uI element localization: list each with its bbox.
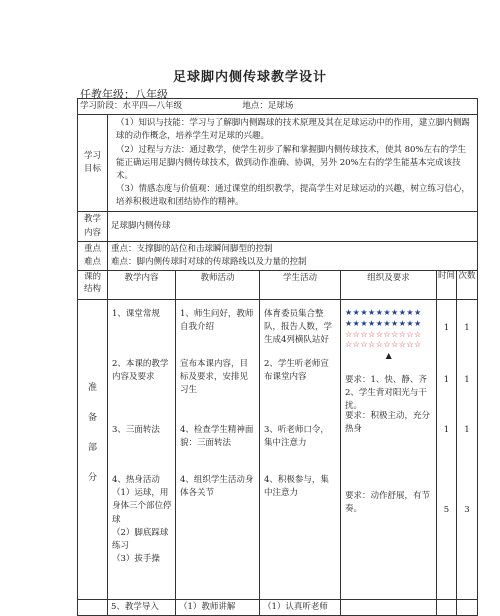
page-title: 足球脚内侧传球教学设计 — [172, 70, 327, 85]
prep-times-col — [457, 300, 478, 600]
header-row — [78, 271, 478, 300]
time-3: 1 — [443, 425, 450, 436]
content-item-1: 1、课堂常规 — [112, 309, 160, 320]
content-item-2: 2、本课的教学内容及要求 — [112, 359, 169, 383]
formation-diagram — [345, 308, 433, 362]
header-teacher: 教师活动 — [176, 271, 260, 300]
structure-label: 课的结构 — [78, 271, 108, 300]
lesson-plan-table — [77, 98, 478, 616]
goal-attitude: （3）情感态度与价值观：通过课堂的组织教学，提高学生对足球运动的兴趣，树立练习信心，培养积极进取和团结协作的精神。 — [116, 184, 470, 208]
teacher-triangle-icon: ▲ — [385, 351, 393, 361]
count-4: 3 — [464, 505, 470, 516]
teacher-item-2: 宣布本课内容，目标及要求，安排见习生 — [180, 359, 249, 396]
content-row — [78, 212, 478, 241]
goal-process: （2）过程与方法：通过教学，使学生初步了解和掌握脚内侧传球技术，使其 80%左右的学生能正确运用足脚内侧传球技术，做到动作准确、协调，另外 20%左右的学生能基本完成该技术。 — [116, 144, 467, 181]
key-point: 重点：支撑脚的站位和击球瞬间脚型的控制 — [111, 243, 273, 254]
next-content: 5、教学导入 — [108, 600, 176, 616]
keypoints-label: 重点 难点 — [78, 241, 108, 270]
star-row-2: ★★★★★★★★★★ — [345, 318, 422, 328]
star-row-1: ★★★★★★★★★★ — [345, 308, 422, 318]
time-2: 1 — [443, 375, 450, 386]
count-2: 1 — [464, 375, 470, 386]
content-item-3: 3、三面转法 — [112, 425, 160, 436]
next-row — [78, 600, 478, 616]
org-item-3: 要求：积极主动，充分热身 — [345, 411, 431, 435]
teacher-item-4: 4、组织学生活动身体各关节 — [180, 475, 254, 499]
header-time: 时间 — [437, 271, 457, 300]
count-1: 1 — [464, 323, 470, 334]
org-item-2: 要求：1、快、静、齐 2、学生背对阳光与干扰。 — [345, 375, 444, 412]
next-teacher: （1）教师讲解 — [176, 600, 260, 616]
teacher-item-3: 4、检查学生精神面貌：三面转法 — [180, 425, 254, 449]
student-item-1: 体育委员集合整队，报告人数，学生成4列横队站好 — [264, 309, 333, 346]
goals-row — [78, 115, 478, 212]
prep-content-col — [108, 300, 176, 600]
header-org: 组织及要求 — [341, 271, 437, 300]
student-item-4: 4、积极参与，集中注意力 — [264, 475, 329, 499]
student-item-3: 3、听老师口令，集中注意力 — [264, 425, 329, 449]
goals-label: 学习 目标 — [78, 115, 108, 212]
next-student: （1）认真听老师 — [260, 600, 341, 616]
content-label: 教学 内容 — [78, 212, 108, 241]
goal-knowledge: （1）知识与技能：学习与了解脚内侧踢球的技术原理及其在足球运动中的作用，建立脚内侧踢球的动作概念，培养学生对足球的兴趣。 — [116, 118, 470, 142]
prep-label: 准 备 部 分 — [78, 300, 108, 600]
keypoints-content — [108, 241, 478, 270]
star-row-3: ☆☆☆☆☆☆☆☆☆☆ — [345, 329, 422, 339]
prep-org-col — [341, 300, 444, 600]
count-3: 1 — [464, 425, 470, 436]
prep-teacher-col — [176, 300, 260, 600]
header-content: 教学内容 — [108, 271, 176, 300]
content-text: 足球脚内侧传球 — [108, 212, 478, 241]
location-text: 地点：足球场 — [242, 101, 294, 111]
header-times: 次数 — [457, 271, 478, 300]
stage-text: 学习阶段：水平四—八年级 — [80, 101, 183, 111]
goals-content — [108, 115, 478, 212]
stage-row — [78, 99, 478, 115]
header-student: 学生活动 — [260, 271, 341, 300]
grade-line: 任教年级：八年级 — [80, 88, 168, 101]
time-1: 1 — [443, 323, 450, 334]
prep-time-col — [437, 300, 457, 600]
time-4: 5 — [443, 505, 450, 516]
student-item-2: 2、学生听老师宣布课堂内容 — [264, 359, 329, 383]
content-item-4: 4、热身活动 （1）运球，用身体三个部位停球 （2）脚底踩球练习 （3）拔手操 — [112, 475, 172, 565]
prep-row — [78, 300, 478, 600]
org-item-4: 要求：动作舒展，有节奏。 — [345, 491, 431, 515]
keypoints-row — [78, 241, 478, 270]
difficult-point: 难点：脚内侧传球时对球的传球路线以及力量的控制 — [111, 256, 307, 267]
star-row-4: ☆☆☆☆☆☆☆☆☆☆ — [345, 340, 422, 350]
prep-student-col — [260, 300, 341, 600]
teacher-item-1: 1、师生问好，教师自我介绍 — [180, 309, 254, 333]
